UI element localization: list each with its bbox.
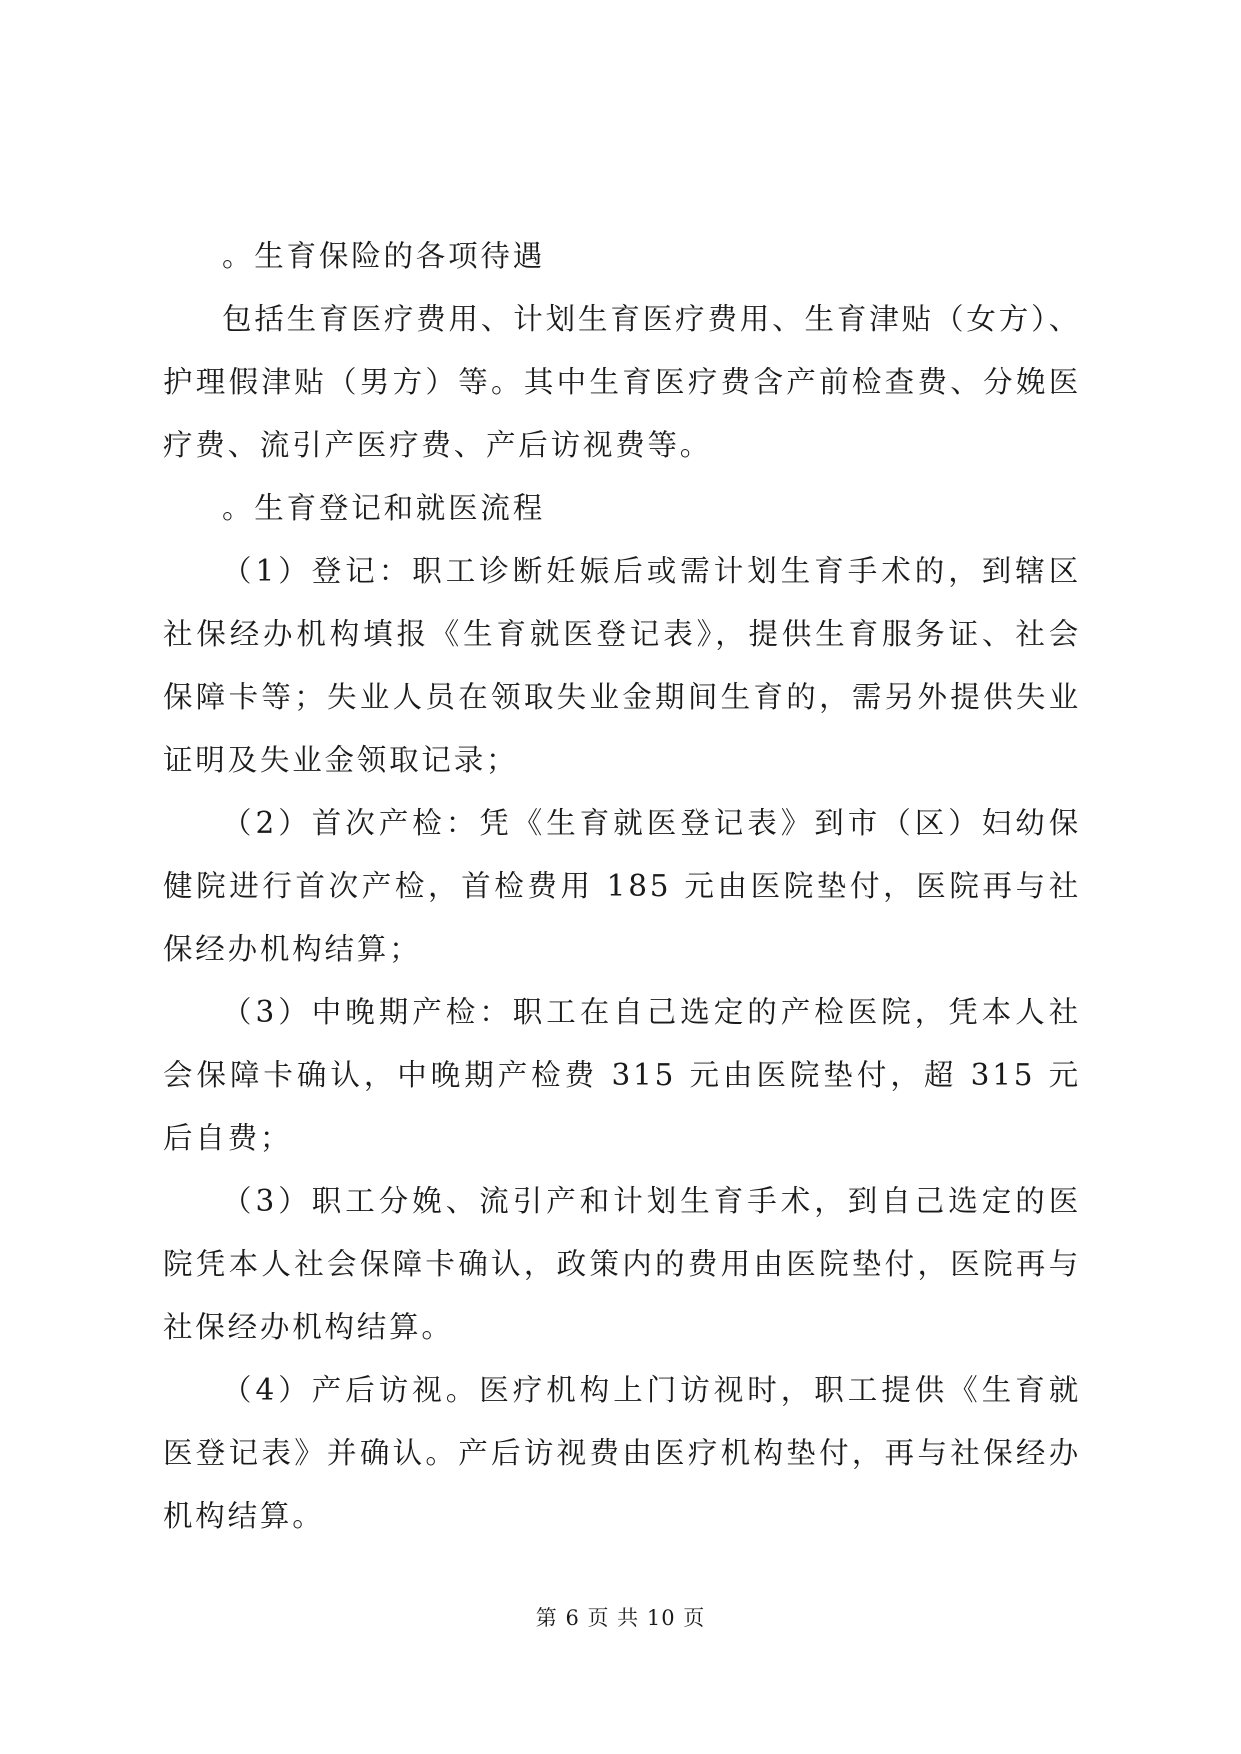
paragraph-benefits-detail: 包括生育医疗费用、计划生育医疗费用、生育津贴（女方）、护理假津贴（男方）等。其中生育医疗费含产前检查费、分娩医疗费、流引产医疗费、产后访视费等。 (163, 302, 1081, 462)
paragraph-step-later-checkup: （3）中晚期产检：职工在自己选定的产检医院，凭本人社会保障卡确认，中晚期产检费 315 元由医院垫付，超 315 元后自费； (163, 995, 1081, 1155)
paragraph-step-postpartum-visit: （4）产后访视。医疗机构上门访视时，职工提供《生育就医登记表》并确认。产后访视费由医疗机构垫付，再与社保经办机构结算。 (163, 1373, 1081, 1533)
document-body (163, 225, 1081, 1548)
paragraph-step-registration: （1）登记：职工诊断妊娠后或需计划生育手术的，到辖区社保经办机构填报《生育就医登记表》，提供生育服务证、社会保障卡等；失业人员在领取失业金期间生育的，需另外提供失业证明及失业金领取记录； (163, 554, 1081, 777)
page-footer: 第 6 页 共 10 页 (535, 1606, 706, 1630)
section-heading-process: 。生育登记和就医流程 (222, 491, 546, 525)
paragraph-step-delivery: （3）职工分娩、流引产和计划生育手术，到自己选定的医院凭本人社会保障卡确认，政策内的费用由医院垫付，医院再与社保经办机构结算。 (163, 1184, 1081, 1344)
paragraph-step-first-checkup: （2）首次产检：凭《生育就医登记表》到市（区）妇幼保健院进行首次产检，首检费用 185 元由医院垫付，医院再与社保经办机构结算； (163, 806, 1081, 966)
section-heading-benefits: 。生育保险的各项待遇 (222, 239, 546, 273)
